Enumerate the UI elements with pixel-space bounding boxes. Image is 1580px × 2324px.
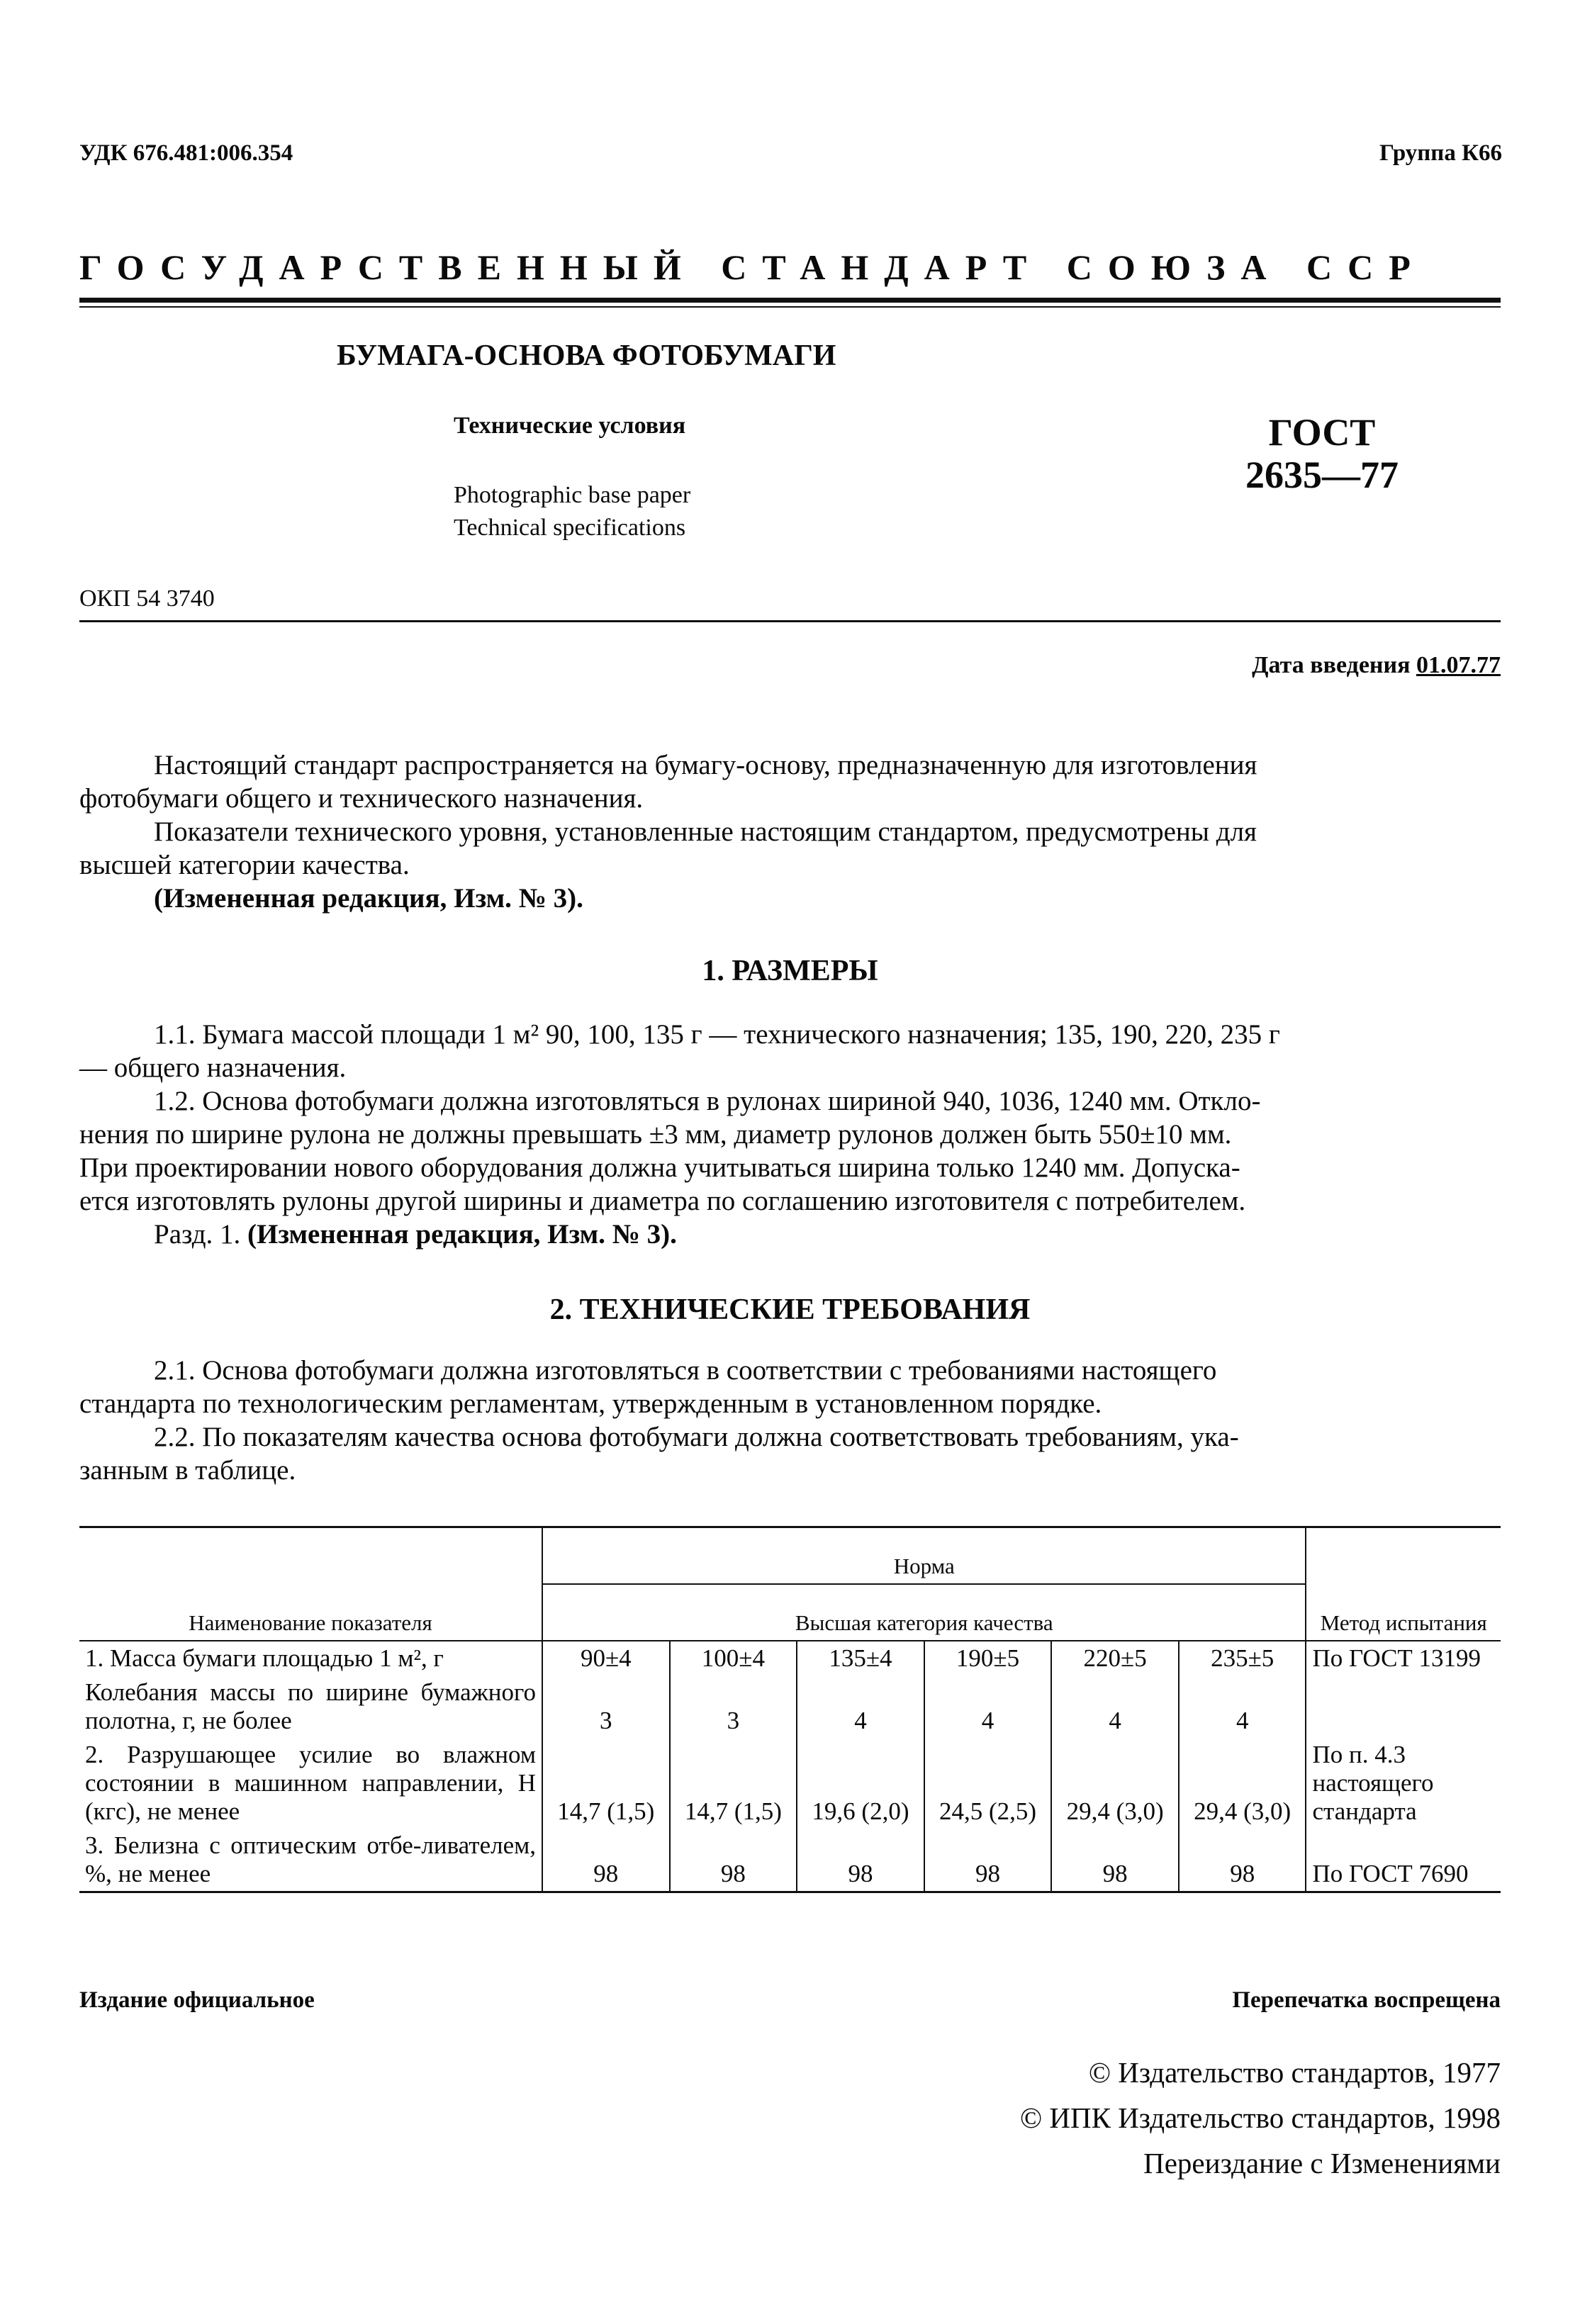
table-row bbox=[79, 1675, 1501, 1738]
row-label: 1. Масса бумаги площадью 1 м², г bbox=[85, 1644, 444, 1672]
cell: 19,6 (2,0) bbox=[797, 1738, 924, 1829]
table-row bbox=[79, 1738, 1501, 1829]
header-rule-thin bbox=[79, 306, 1501, 308]
copyright-1998: © ИПК Издательство стандартов, 1998 bbox=[1019, 2101, 1501, 2134]
gost-label: ГОСТ bbox=[1268, 411, 1376, 454]
cell: 4 bbox=[1179, 1675, 1306, 1738]
table-header-row bbox=[79, 1527, 1501, 1585]
razd-amendment: (Измененная редакция, Изм. № 3). bbox=[247, 1219, 677, 1250]
intro-p2-start: Показатели технического уровня, установленные настоящим стандартом, предусмотрены для bbox=[154, 816, 1257, 847]
cell: 3 bbox=[542, 1675, 670, 1738]
udk-code: УДК 676.481:006.354 bbox=[79, 140, 293, 166]
row-label: 2. Разрушающее усилие во влажном состоянии в машинном направлении, Н (кгс), не менее bbox=[85, 1741, 537, 1825]
para-1-1-end: — общего назначения. bbox=[79, 1052, 347, 1083]
cell: 3 bbox=[670, 1675, 797, 1738]
para-2-2-end: занным в таблице. bbox=[79, 1455, 296, 1486]
section-2-heading: 2. ТЕХНИЧЕСКИЕ ТРЕБОВАНИЯ bbox=[549, 1293, 1031, 1326]
document-subtitle: Технические условия bbox=[454, 412, 686, 439]
cell: 14,7 (1,5) bbox=[542, 1738, 670, 1829]
para-1-1-start: 1.1. Бумага массой площади 1 м² 90, 100, 135 г — технического назначения; 135, 190, 220, 235 г bbox=[154, 1019, 1280, 1050]
header-category: Высшая категория качества bbox=[542, 1584, 1306, 1641]
razd-prefix: Разд. 1. bbox=[154, 1219, 241, 1250]
table-row bbox=[79, 1829, 1501, 1892]
para-1-2-line3: При проектировании нового оборудования должна учитываться ширина только 1240 мм. Допуска- bbox=[79, 1152, 1240, 1183]
header-method: Метод испытания bbox=[1306, 1527, 1501, 1641]
intro-p1-end: фотобумаги общего и технического назначения. bbox=[79, 783, 644, 814]
gost-number: 2635—77 bbox=[1245, 454, 1399, 496]
cell: 4 bbox=[1051, 1675, 1179, 1738]
cell: 235±5 bbox=[1179, 1641, 1306, 1675]
section-2-text bbox=[79, 1354, 1501, 1487]
cell: 100±4 bbox=[670, 1641, 797, 1675]
cell: 4 bbox=[924, 1675, 1052, 1738]
document-title: БУМАГА-ОСНОВА ФОТОБУМАГИ bbox=[337, 339, 836, 372]
effective-date bbox=[1252, 652, 1501, 679]
cell: 29,4 (3,0) bbox=[1179, 1738, 1306, 1829]
para-2-1-start: 2.1. Основа фотобумаги должна изготовляться в соответствии с требованиями настоящего bbox=[154, 1355, 1217, 1386]
cell: 29,4 (3,0) bbox=[1051, 1738, 1179, 1829]
cell: 98 bbox=[924, 1829, 1052, 1892]
para-2-1-end: стандарта по технологическим регламентам, утвержденным в установленном порядке. bbox=[79, 1388, 1102, 1419]
requirements-table bbox=[79, 1526, 1501, 1893]
intro-p1-start: Настоящий стандарт распространяется на бумагу-основу, предназначенную для изготовления bbox=[154, 750, 1257, 780]
intro-p2-end: высшей категории качества. bbox=[79, 850, 410, 880]
standard-banner: ГОСУДАРСТВЕННЫЙ СТАНДАРТ СОЮЗА ССР bbox=[79, 247, 1426, 287]
cell: 135±4 bbox=[797, 1641, 924, 1675]
para-1-2-line2: нения по ширине рулона не должны превышать ±3 мм, диаметр рулонов должен быть 550±10 мм. bbox=[79, 1119, 1232, 1150]
copyright-1977: © Издательство стандартов, 1977 bbox=[1088, 2056, 1501, 2089]
intro-amendment: (Измененная редакция, Изм. № 3). bbox=[154, 883, 583, 914]
gost-designation bbox=[1237, 411, 1407, 496]
para-1-2-line1: 1.2. Основа фотобумаги должна изготовляться в рулонах шириной 940, 1036, 1240 мм. Откло- bbox=[154, 1086, 1261, 1116]
row-label: Колебания массы по ширине бумажного полотна, г, не более bbox=[85, 1678, 537, 1734]
method-cell bbox=[1306, 1675, 1501, 1738]
table-row bbox=[79, 1641, 1501, 1675]
cell: 190±5 bbox=[924, 1641, 1052, 1675]
date-label: Дата введения bbox=[1252, 652, 1411, 678]
para-1-2-line4: ется изготовлять рулоны другой ширины и диаметра по соглашению изготовителя с потребителем. bbox=[79, 1186, 1246, 1216]
row-label: 3. Белизна с оптическим отбе-ливателем, %, не менее bbox=[79, 1829, 542, 1892]
intro-text bbox=[79, 748, 1501, 915]
cell: 98 bbox=[670, 1829, 797, 1892]
method-cell: По ГОСТ 7690 bbox=[1306, 1829, 1501, 1892]
section-1-heading: 1. РАЗМЕРЫ bbox=[702, 955, 878, 987]
cell: 98 bbox=[542, 1829, 670, 1892]
cell: 220±5 bbox=[1051, 1641, 1179, 1675]
header-norm: Норма bbox=[542, 1527, 1306, 1585]
header-indicator: Наименование показателя bbox=[79, 1527, 542, 1641]
english-subtitle: Technical specifications bbox=[454, 515, 686, 541]
cell: 98 bbox=[1051, 1829, 1179, 1892]
group-code: Группа К66 bbox=[1379, 140, 1502, 166]
section-1-amendment bbox=[79, 1218, 1501, 1251]
method-cell: По п. 4.3 настоящего стандарта bbox=[1306, 1738, 1501, 1829]
okp-code: ОКП 54 3740 bbox=[79, 585, 215, 612]
title-rule bbox=[79, 620, 1501, 622]
english-title: Photographic base paper bbox=[454, 482, 691, 508]
reprint-prohibited: Перепечатка воспрещена bbox=[1232, 1987, 1501, 2013]
method-cell: По ГОСТ 13199 bbox=[1306, 1641, 1501, 1675]
cell: 98 bbox=[797, 1829, 924, 1892]
section-1-text bbox=[79, 1018, 1501, 1251]
cell: 98 bbox=[1179, 1829, 1306, 1892]
reissue-note: Переиздание с Изменениями bbox=[1143, 2147, 1501, 2179]
official-edition: Издание официальное bbox=[79, 1987, 315, 2013]
date-value: 01.07.77 bbox=[1416, 652, 1501, 678]
cell: 4 bbox=[797, 1675, 924, 1738]
cell: 14,7 (1,5) bbox=[670, 1738, 797, 1829]
cell: 90±4 bbox=[542, 1641, 670, 1675]
header-rule bbox=[79, 298, 1501, 303]
para-2-2-start: 2.2. По показателям качества основа фотобумаги должна соответствовать требованиям, ука- bbox=[154, 1422, 1239, 1452]
cell: 24,5 (2,5) bbox=[924, 1738, 1052, 1829]
